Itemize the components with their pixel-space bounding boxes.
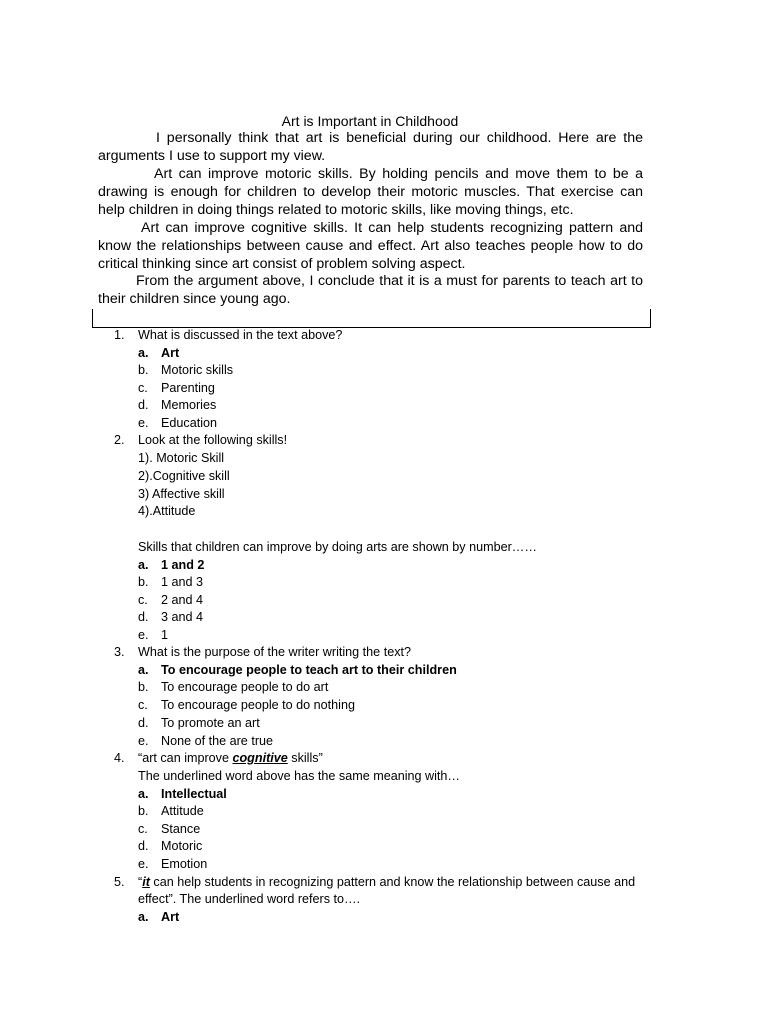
question-number: 1. <box>114 328 125 342</box>
question-number: 2. <box>114 433 125 447</box>
question-text: Look at the following skills! <box>138 433 288 447</box>
paragraph-3: Art can improve cognitive skills. It can help students recognizing pattern and know the relationships between cause and effect. Art also teaches people how to do critical thinking since art consist of problem solving aspect. <box>98 220 643 272</box>
question-text: What is the purpose of the writer writing the text? <box>138 645 411 659</box>
paragraph-4: From the argument above, I conclude that it is a must for parents to teach art to their children since young ago. <box>98 273 643 307</box>
divider-box <box>92 309 651 328</box>
paragraph-2: Art can improve motoric skills. By holding pencils and move them to be a drawing is enough for children to develop their motoric muscles. That exercise can help children in doing things related to motoric skills, like moving things, etc. <box>98 166 643 218</box>
document-page: Art is Important in Childhood I personally think that art is beneficial during our childhood. Here are the arguments I use to support my view. Art can improve motoric skills. By holding pencils and move them to be a drawing is enough for children to develop their motoric muscles. That exercise can help children in doing things related to motoric skills, like moving things, etc. Art can improve cognitive skills. It can help students recognizing pattern and know the relationships between cause and effect. Art also teaches people how to do critical thinking since art consist of problem solving aspect. From the argument above, I conclude that it is a must for parents to teach art to their children since young ago. 1. What is discussed in the text above? a. Art b. Motoric skills c. Parenting d. Memories e. Education 2. Look at the following skills! 1). Motoric Skill 2).Cognitive skill 3) Affective skill 4).Attitude Skills that children can improve by doing arts are shown by number…… a. 1 and 2 b. 1 and 3 c. 2 and 4 d. 3 and 4 e. 1 3. What is the purpose of the writer writing the text? a. To encourage people to teach art to their children b. To encourage people to do art c. To encourage people to do nothing d. To promote an art e. None of the are true 4. “art can improve cognitive skills” The underlined word above has the same meaning with… a. Intellectual b. Attitude c. Stance d. Motoric e. Emotion 5. “it can help students in recognizing pattern and know the relationship between cause and effect”. The underlined word refers to…. a. Art <box>0 0 768 1024</box>
underlined-word: it <box>142 875 150 889</box>
question-number: 3. <box>114 645 125 659</box>
question-number: 5. <box>114 875 125 889</box>
document-title: Art is Important in Childhood <box>281 113 459 129</box>
underlined-word: cognitive <box>232 751 288 765</box>
paragraph-1: I personally think that art is beneficial during our childhood. Here are the arguments I use to support my view. <box>98 130 643 164</box>
question-text: What is discussed in the text above? <box>138 328 343 342</box>
question-text: “it can help students in recognizing pattern and know the relationship between cause and <box>138 875 636 889</box>
question-number: 4. <box>114 751 125 765</box>
question-text: “art can improve cognitive skills” <box>138 751 323 765</box>
